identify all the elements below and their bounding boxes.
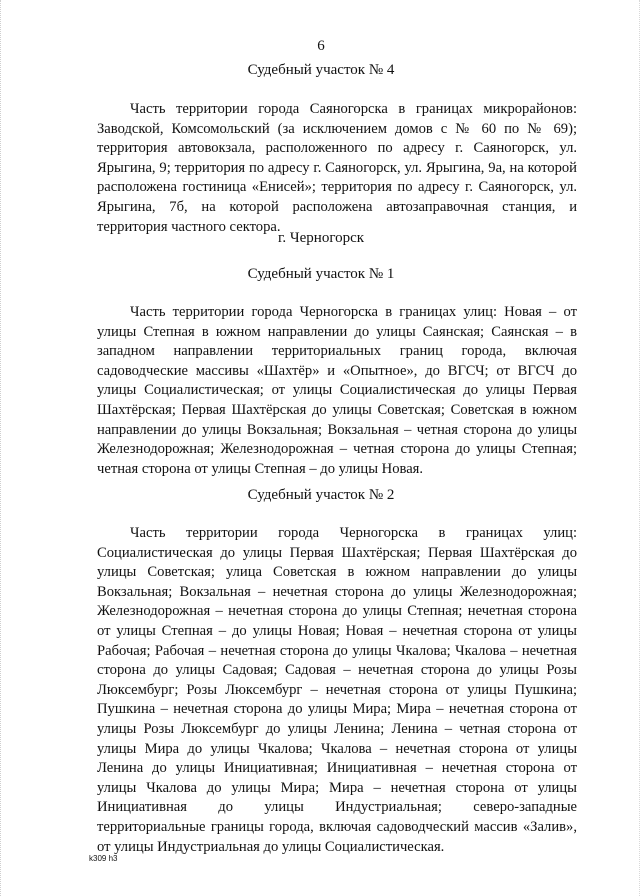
section-text-court-4: Часть территории города Саяногорска в границах микрорайонов: Заводской, Комсомольский (за исключением домов с № 60 по № 69); территория автовокзала, расположенного по адресу г. Саяногорск, ул. Ярыгина, 9; территория по адресу г. Саяногорск, ул. Ярыгина, 9а, на которой расположена гостиница «Енисей»; территория по адресу г. Саяногорск, ул. Ярыгина, 7б, на которой расположена автозаправочная станция, и территория частного сектора. xyxy=(97,101,577,235)
footer-document-code: k309 h3 xyxy=(89,854,118,863)
city-heading-chernogorsk: г. Черногорск xyxy=(277,230,365,246)
section-text-chernogorsk-court-2: Часть территории города Черногорска в границах улиц: Социалистическая до улицы Первая Шахтёрская; Первая Шахтёрская до улицы Советская; улица Советская в южном направлении до улицы Вокзальная; Вокзальная – нечетная сторона до улицы Железнодорожная; Железнодорожная – нечетная сторона до улицы Степная; нечетная сторона от улицы Степная – до улицы Новая; Новая – нечетная сторона от улицы Рабочая; Рабочая – нечетная сторона до улицы Чкалова; Чкалова – нечетная сторона до улицы Садовая; Садовая – нечетная сторона до улицы Розы Люксембург; Розы Люксембург – нечетная сторона от улицы Пушкина; Пушкина – нечетная сторона до улицы Мира; Мира – нечетная сторона от улицы Розы Люксембург до улицы Ленина; Ленина – четная сторона от улицы Мира до улицы Чкалова; Чкалова – нечетная сторона от улицы Ленина до улицы Инициативная; Инициативная – нечетная сторона от улицы Чкалова до улицы Мира; Мира – нечетная сторона от улицы Инициативная до улицы Индустриальная; северо-западные территориальные границы города, включая садоводческий массив «Залив», от улицы Индустриальная до улицы Социалистическая. xyxy=(97,525,577,855)
section-heading-chernogorsk-court-1: Судебный участок № 1 xyxy=(247,266,395,282)
section-text-chernogorsk-court-1: Часть территории города Черногорска в границах улиц: Новая – от улицы Степная в южном направлении до улицы Саянская; Саянская – в западном направлении территориальных границ города, включая садоводческие массивы «Шахтёр» и «Опытное», до ВГСЧ; от ВГСЧ до улицы Социалистическая; от улицы Социалистическая до улицы Первая Шахтёрская; Первая Шахтёрская до улицы Советская; Советская в южном направлении до улицы Вокзальная; Вокзальная – четная сторона до улицы Железнодорожная; Железнодорожная – четная сторона до улицы Степная; четная сторона от улицы Степная – до улицы Новая. xyxy=(97,304,577,477)
section-heading-court-4: Судебный участок № 4 xyxy=(247,62,395,78)
page-number: 6 xyxy=(317,38,325,54)
section-heading-chernogorsk-court-2: Судебный участок № 2 xyxy=(247,487,395,503)
